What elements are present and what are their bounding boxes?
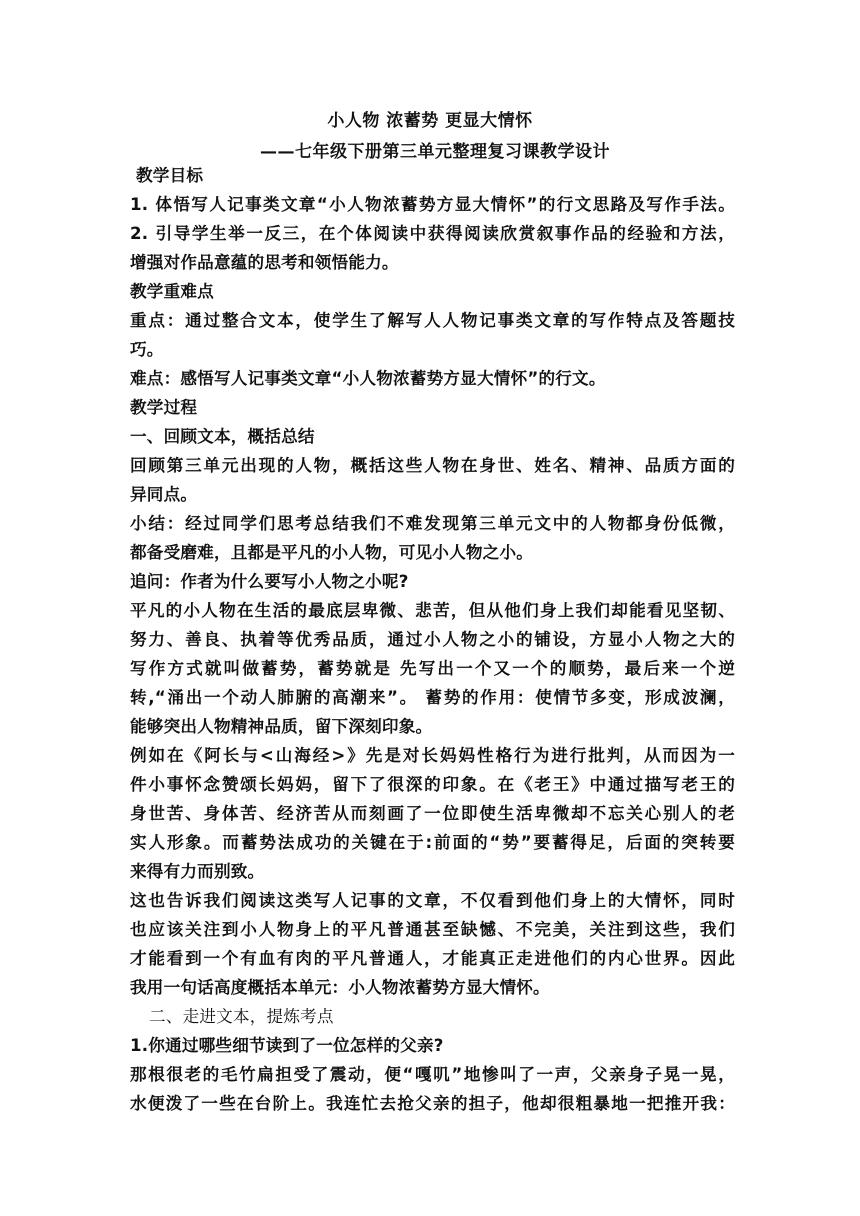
paragraph-line: 平凡的小人物在生活的最底层卑微、悲苦，但从他们身上我们却能看见坚韧、 xyxy=(130,601,735,620)
paragraph-line: 追问：作者为什么要写小人物之小呢? xyxy=(130,572,409,591)
paragraph-line: 增强对作品意蕴的思考和领悟能力。 xyxy=(130,253,399,272)
paragraph-line: 件小事怀念赞颂长妈妈，留下了很深的印象。在《老王》中通过描写老王的 xyxy=(130,775,735,794)
paragraph-line: 重点：通过整合文本，使学生了解写人人物记事类文章的写作特点及答题技 xyxy=(130,311,735,330)
paragraph-line: 实人形象。而蓄势法成功的关键在于:前面的“势”要蓄得足，后面的突转要 xyxy=(130,833,735,852)
paragraph-line: 努力、善良、执着等优秀品质，通过小人物之小的铺设，方显小人物之大的 xyxy=(130,630,735,649)
subsection-heading-explore: 二、走进文本，提炼考点 xyxy=(149,1007,334,1026)
paragraph-line: 这也告诉我们阅读这类写人记事的文章，不仅看到他们身上的大情怀，同时 xyxy=(130,891,735,910)
paragraph-line: 2. 引导学生举一反三，在个体阅读中获得阅读欣赏叙事作品的经验和方法， xyxy=(130,224,735,243)
section-heading-key-points: 教学重难点 xyxy=(130,282,214,301)
section-heading-objectives: 教学目标 xyxy=(136,166,204,185)
paragraph-line: 才能看到一个有血有肉的平凡普通人，才能真正走进他们的内心世界。因此 xyxy=(130,949,735,968)
paragraph-line: 异同点。 xyxy=(130,485,198,504)
section-heading-process: 教学过程 xyxy=(130,398,198,417)
document-title: 小人物 浓蓄势 更显大情怀 xyxy=(327,111,533,131)
subsection-heading-review: 一、回顾文本，概括总结 xyxy=(130,427,315,446)
paragraph-line: 1. 体悟写人记事类文章“小人物浓蓄势方显大情怀”的行文思路及写作手法。 xyxy=(130,195,735,214)
document-subtitle: ——七年级下册第三单元整理复习课教学设计 xyxy=(260,142,610,162)
paragraph-line: 写作方式就叫做蓄势，蓄势就是 先写出一个又一个的顺势，最后来一个逆 xyxy=(130,659,735,678)
paragraph-line: 都备受磨难，且都是平凡的小人物，可见小人物之小。 xyxy=(130,543,534,562)
paragraph-line: 巧。 xyxy=(130,340,164,359)
paragraph-line: 转,“涌出一个动人肺腑的高潮来”。 蓄势的作用：使情节多变，形成波澜， xyxy=(130,688,735,707)
paragraph-line: 也应该关注到小人物身上的平凡普通甚至缺憾、不完美，关注到这些，我们 xyxy=(130,920,735,939)
paragraph-line: 来得有力而别致。 xyxy=(130,862,265,881)
paragraph-line: 我用一句话高度概括本单元：小人物浓蓄势方显大情怀。 xyxy=(130,978,550,997)
paragraph-line: 难点：感悟写人记事类文章“小人物浓蓄势方显大情怀”的行文。 xyxy=(130,369,606,388)
paragraph-line: 小结：经过同学们思考总结我们不难发现第三单元文中的人物都身份低微， xyxy=(130,514,735,533)
paragraph-line: 那根很老的毛竹扁担受了震动，便“嘎叽”地惨叫了一声，父亲身子晃一晃， xyxy=(130,1065,735,1084)
paragraph-line: 水便泼了一些在台阶上。我连忙去抢父亲的担子，他却很粗暴地一把推开我： xyxy=(130,1094,735,1113)
paragraph-line: 能够突出人物精神品质，留下深刻印象。 xyxy=(130,717,433,736)
paragraph-line: 例如在《阿长与<山海经>》先是对长妈妈性格行为进行批判，从而因为一 xyxy=(130,746,735,765)
question-heading: 1.你通过哪些细节读到了一位怎样的父亲? xyxy=(130,1036,444,1055)
paragraph-line: 身世苦、身体苦、经济苦从而刻画了一位即使生活卑微却不忘关心别人的老 xyxy=(130,804,735,823)
paragraph-line: 回顾第三单元出现的人物，概括这些人物在身世、姓名、精神、品质方面的 xyxy=(130,456,735,475)
